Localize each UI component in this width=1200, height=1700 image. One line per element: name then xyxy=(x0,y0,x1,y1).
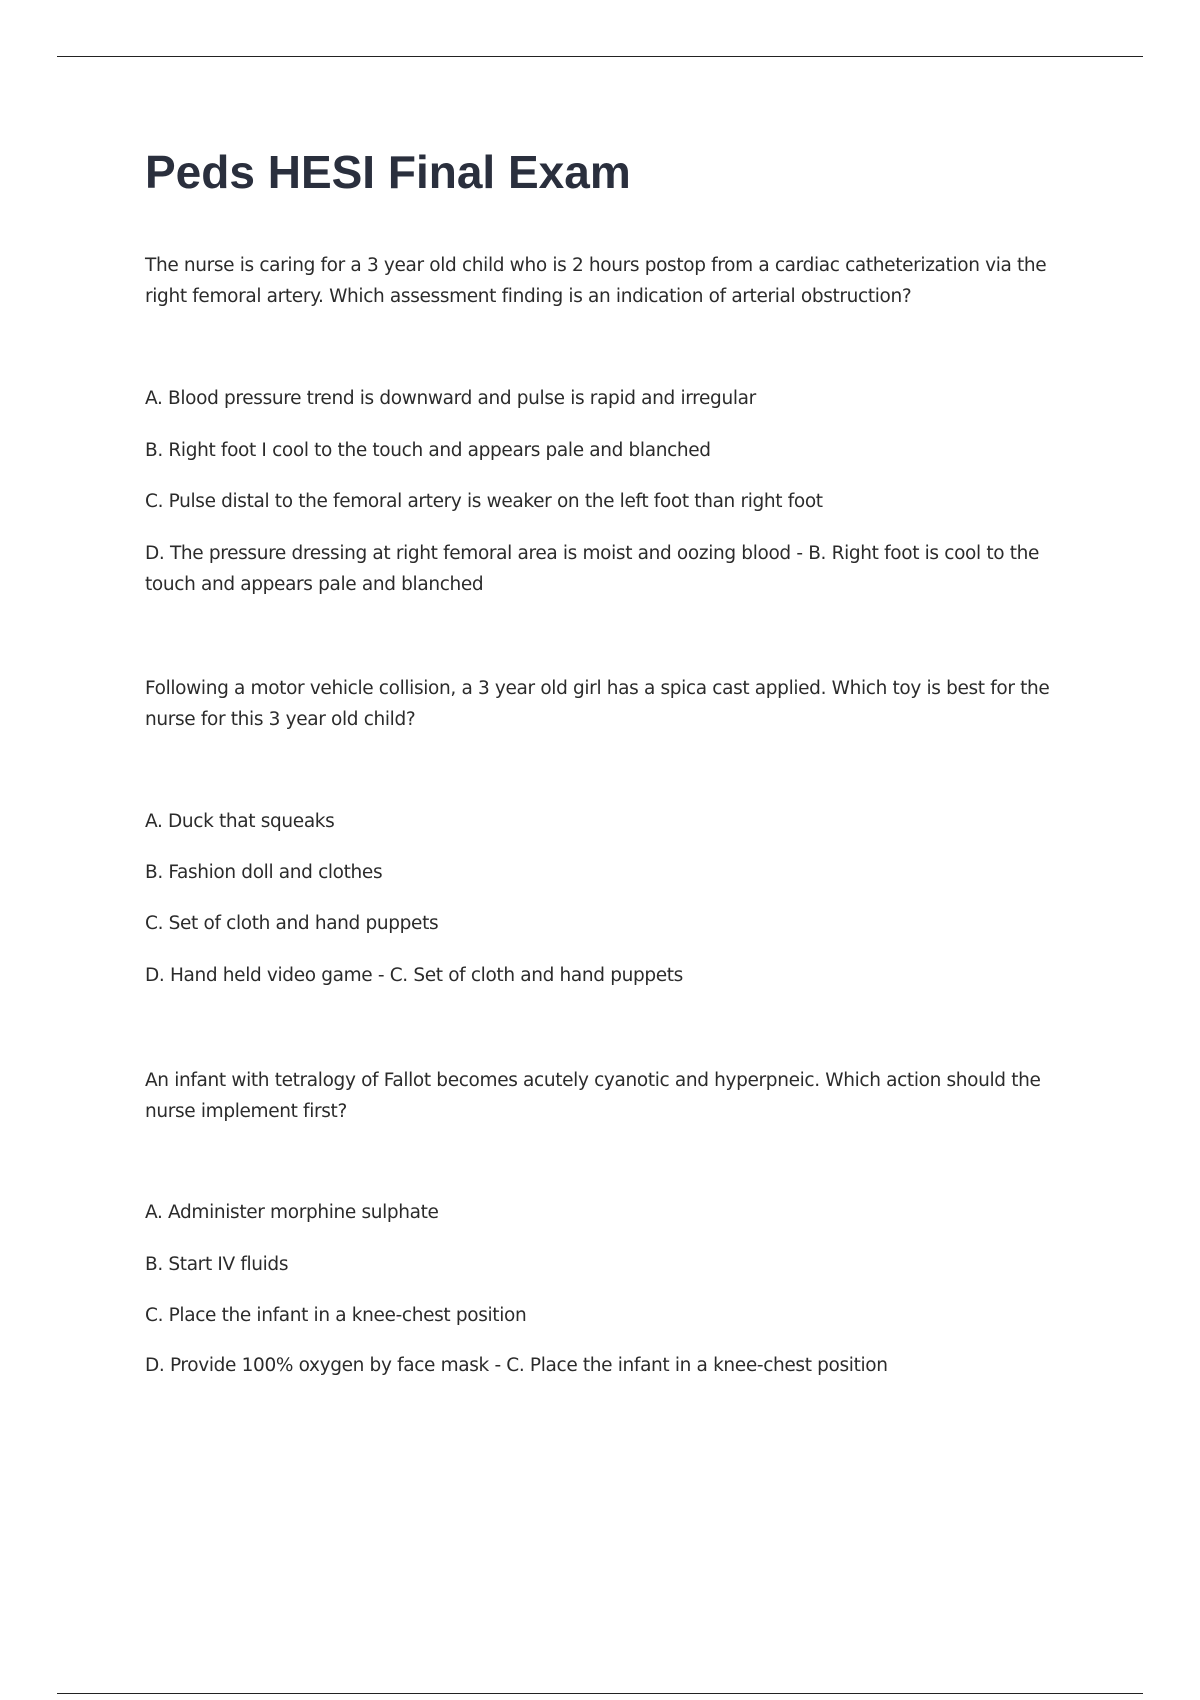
question-2-option-d: D. Hand held video game - C. Set of cloth and hand puppets xyxy=(145,965,683,986)
question-1-option-b: B. Right foot I cool to the touch and appears pale and blanched xyxy=(145,440,711,461)
question-1-option-c: C. Pulse distal to the femoral artery is weaker on the left foot than right foot xyxy=(145,491,823,512)
question-3-stem: An infant with tetralogy of Fallot becomes acutely cyanotic and hyperpneic. Which action should the nurse implement first? xyxy=(145,1070,1041,1122)
question-3-option-d: D. Provide 100% oxygen by face mask - C. Place the infant in a knee-chest position xyxy=(145,1355,888,1376)
question-1-option-a: A. Blood pressure trend is downward and pulse is rapid and irregular xyxy=(145,388,756,409)
bottom-rule xyxy=(57,1693,1143,1694)
question-3-option-b: B. Start IV fluids xyxy=(145,1254,289,1275)
question-3-option-a: A. Administer morphine sulphate xyxy=(145,1202,439,1223)
question-2-stem: Following a motor vehicle collision, a 3 year old girl has a spica cast applied. Which toy is best for the nurse for this 3 year old child? xyxy=(145,678,1050,730)
question-3-option-c: C. Place the infant in a knee-chest position xyxy=(145,1305,527,1326)
question-1-stem: The nurse is caring for a 3 year old child who is 2 hours postop from a cardiac catheterization via the right femoral artery. Which assessment finding is an indication of arterial obstruction? xyxy=(145,255,1047,307)
page-title: Peds HESI Final Exam xyxy=(145,146,631,198)
top-rule xyxy=(57,56,1143,57)
question-2-option-a: A. Duck that squeaks xyxy=(145,811,335,832)
question-1-option-d: D. The pressure dressing at right femoral area is moist and oozing blood - B. Right foot is cool to the touch and appears pale and blanched xyxy=(145,543,1040,595)
question-2-option-c: C. Set of cloth and hand puppets xyxy=(145,913,439,934)
question-2-option-b: B. Fashion doll and clothes xyxy=(145,862,383,883)
